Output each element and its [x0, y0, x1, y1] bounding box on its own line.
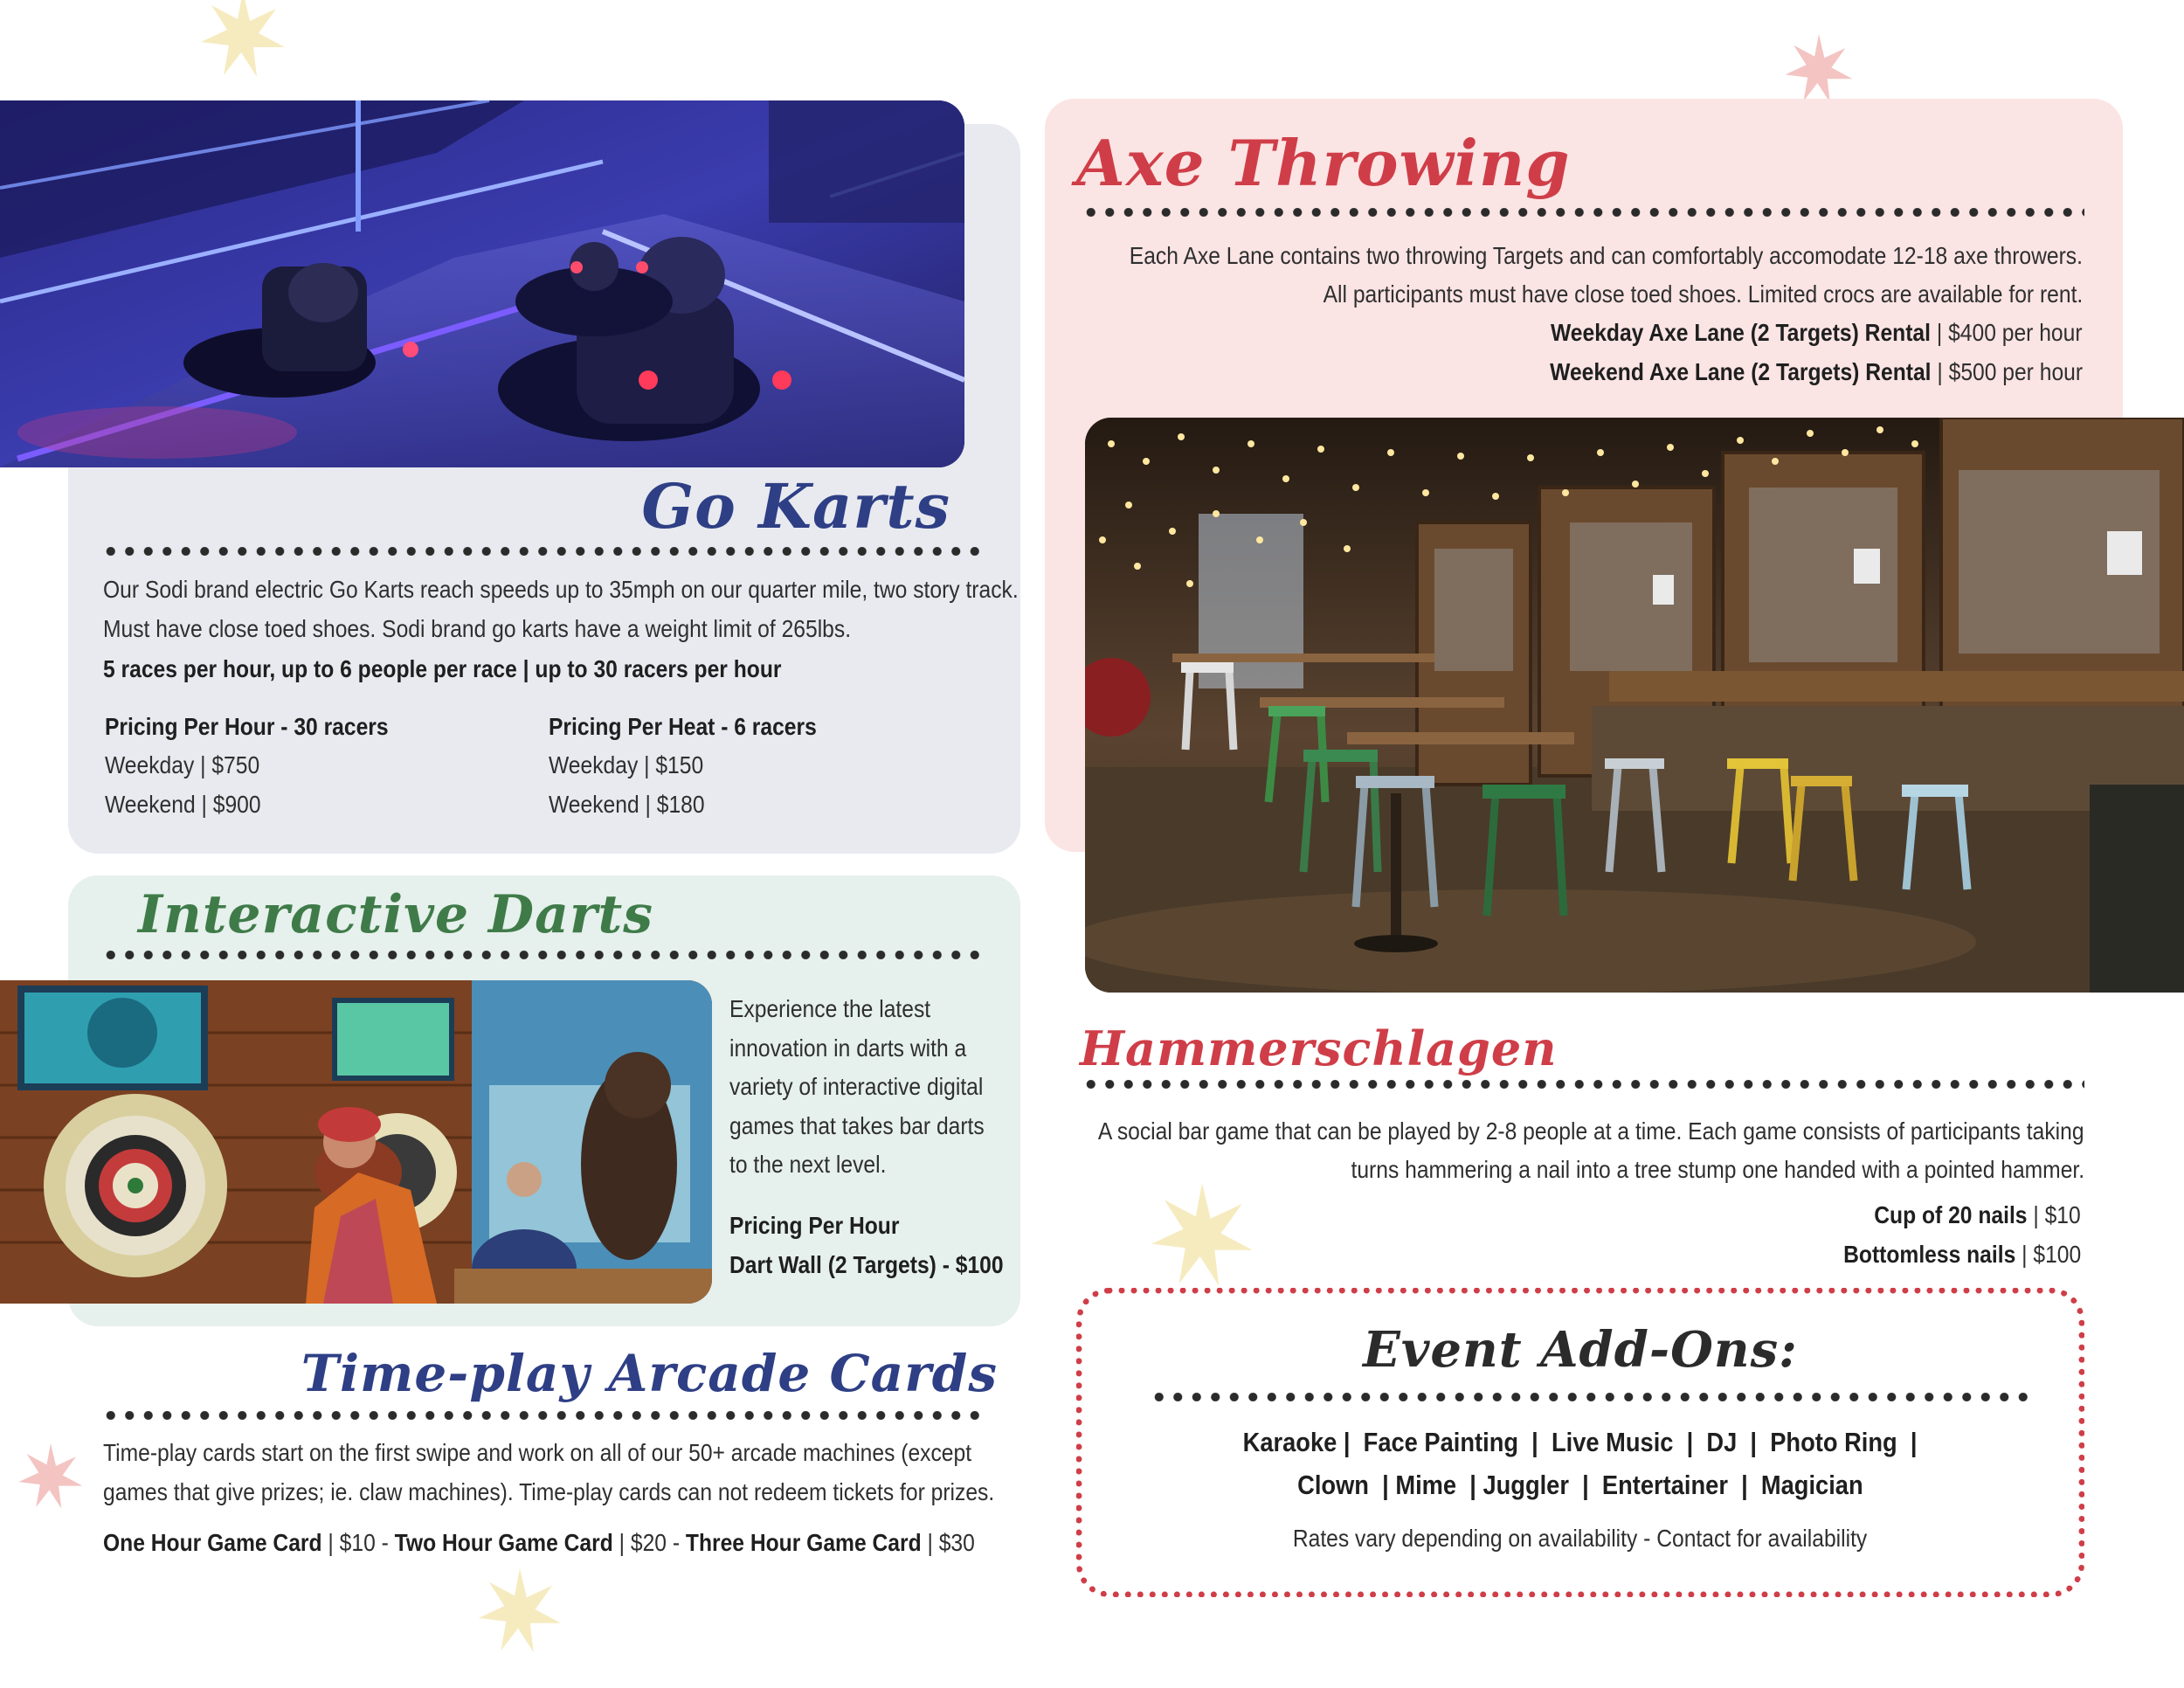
go-kart-photo — [0, 100, 964, 467]
pricing-per-hour-weekend: Weekend | $900 — [105, 791, 261, 818]
darts-photo — [0, 980, 712, 1304]
one-hour-card-price: | $10 — [321, 1529, 376, 1556]
darts-title: Interactive Darts — [138, 884, 654, 945]
pricing-per-heat-heading: Pricing Per Heat - 6 racers — [549, 713, 817, 740]
section-divider — [1082, 208, 2084, 217]
section-divider — [101, 547, 987, 556]
add-ons-row-1-wrap — [1076, 1422, 2084, 1462]
three-hour-card-price: | $30 — [921, 1529, 975, 1556]
go-karts-desc-line-1: Our Sodi brand electric Go Karts reach speeds up to 35mph on our quarter mile, two story track. — [103, 576, 1019, 603]
darts-desc-line-5: to the next level. — [729, 1151, 887, 1178]
add-ons-row-1: Karaoke | Face Painting | Live Music | DJ | Photo Ring | — [1243, 1427, 1918, 1457]
section-divider — [101, 951, 987, 959]
hammerschlagen-title: Hammerschlagen — [1080, 1020, 1558, 1076]
weekend-rental-name: Weekend Axe Lane (2 Targets) Rental — [1550, 358, 1932, 385]
weekend-rental-price: | $500 per hour — [1931, 358, 2083, 385]
bottomless-nails-name: Bottomless nails — [1842, 1241, 2016, 1268]
price-separator: - — [666, 1529, 686, 1556]
cup-of-nails-price: | $10 — [2027, 1201, 2081, 1228]
star-icon — [199, 0, 287, 79]
two-hour-card-name: Two Hour Game Card — [394, 1529, 613, 1556]
go-karts-desc-line-2: Must have close toed shoes. Sodi brand go karts have a weight limit of 265lbs. — [103, 615, 852, 642]
axe-throwing-venue-photo — [1085, 418, 2184, 993]
hammer-desc-line-1: A social bar game that can be played by 2-8 people at a time. Each game consists of participants taking — [1098, 1117, 2084, 1145]
arcade-desc-line-2: games that give prizes; ie. claw machines). Time-play cards can not redeem tickets for prizes. — [103, 1478, 995, 1505]
pricing-per-hour-heading: Pricing Per Hour - 30 racers — [105, 713, 389, 740]
arcade-card-prices — [103, 1523, 975, 1562]
star-icon — [1150, 1183, 1254, 1288]
go-karts-title: Go Karts — [641, 470, 950, 543]
pricing-per-heat-weekday: Weekday | $150 — [549, 751, 704, 778]
pricing-per-hour-weekday: Weekday | $750 — [105, 751, 260, 778]
arcade-desc-line-1: Time-play cards start on the first swipe and work on all of our 50+ arcade machines (except — [103, 1439, 972, 1466]
go-karts-capacity: 5 races per hour, up to 6 people per race | up to 30 racers per hour — [103, 655, 782, 682]
axe-weekend-rental — [1550, 352, 2083, 391]
two-hour-card-price: | $20 — [612, 1529, 667, 1556]
darts-desc-line-4: games that takes bar darts — [729, 1112, 985, 1139]
axe-desc-line-2: All participants must have close toed shoes. Limited crocs are available for rent. — [1323, 280, 2083, 308]
hammer-desc-line-2: turns hammering a nail into a tree stump one handed with a pointed hammer. — [1351, 1156, 2084, 1183]
axe-weekday-rental — [1551, 313, 2083, 352]
cup-of-nails-name: Cup of 20 nails — [1874, 1201, 2028, 1228]
hammer-cup-price — [1875, 1195, 2081, 1235]
darts-desc-line-1: Experience the latest — [729, 995, 931, 1022]
darts-pricing-line: Dart Wall (2 Targets) - $100 — [729, 1251, 1004, 1278]
weekday-rental-name: Weekday Axe Lane (2 Targets) Rental — [1551, 319, 1932, 346]
section-divider — [1150, 1393, 2030, 1401]
bottomless-nails-price: | $100 — [2015, 1241, 2081, 1268]
add-ons-row-2: Clown | Mime | Juggler | Entertainer | Magician — [1297, 1470, 1863, 1500]
weekday-rental-price: | $400 per hour — [1931, 319, 2083, 346]
star-icon — [1784, 33, 1854, 105]
darts-desc-line-3: variety of interactive digital — [729, 1073, 984, 1100]
axe-throwing-title: Axe Throwing — [1076, 126, 1571, 200]
darts-desc-line-2: innovation in darts with a — [729, 1034, 967, 1062]
arcade-title: Time-play Arcade Cards — [301, 1344, 998, 1403]
pricing-per-heat-weekend: Weekend | $180 — [549, 791, 705, 818]
event-add-ons-title: Event Add-Ons: — [1363, 1321, 1798, 1379]
darts-pricing-heading: Pricing Per Hour — [729, 1212, 900, 1239]
one-hour-card-name: One Hour Game Card — [103, 1529, 322, 1556]
section-divider — [1082, 1080, 2084, 1089]
three-hour-card-name: Three Hour Game Card — [685, 1529, 922, 1556]
add-ons-note: Rates vary depending on availability - Contact for availability — [1293, 1525, 1868, 1552]
add-ons-row-2-wrap — [1076, 1465, 2084, 1505]
hammer-bottomless-price — [1843, 1235, 2081, 1274]
price-separator: - — [375, 1529, 395, 1556]
add-ons-note-wrap — [1076, 1519, 2084, 1558]
section-divider — [101, 1411, 987, 1420]
star-icon — [17, 1442, 84, 1512]
axe-desc-line-1: Each Axe Lane contains two throwing Targets and can comfortably accomodate 12-18 axe throwers. — [1129, 242, 2083, 269]
star-icon — [477, 1567, 563, 1655]
